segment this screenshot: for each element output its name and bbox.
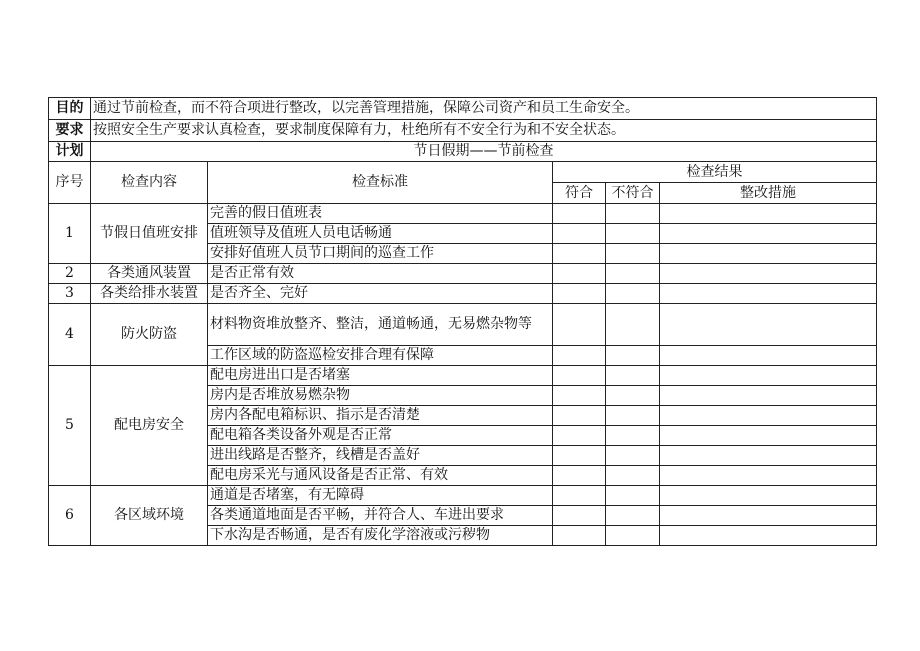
result-nonconform-cell[interactable] [606,204,660,224]
item-standard: 材料物资堆放整齐、整洁，通道畅通，无易燃杂物等 [208,304,553,346]
result-conform-cell[interactable] [553,426,606,446]
item-standard: 配电房进出口是否堵塞 [208,366,553,386]
result-rectify-cell[interactable] [660,526,877,546]
result-nonconform-cell[interactable] [606,466,660,486]
result-conform-cell[interactable] [553,204,606,224]
result-nonconform-cell[interactable] [606,284,660,304]
result-rectify-cell[interactable] [660,264,877,284]
result-conform-cell[interactable] [553,346,606,366]
header-content: 检查内容 [91,162,208,204]
result-nonconform-cell[interactable] [606,486,660,506]
result-rectify-cell[interactable] [660,386,877,406]
item-content: 防火防盗 [91,304,208,366]
result-rectify-cell[interactable] [660,244,877,264]
result-nonconform-cell[interactable] [606,264,660,284]
result-conform-cell[interactable] [553,486,606,506]
item-content: 节假日值班安排 [91,204,208,264]
result-rectify-cell[interactable] [660,466,877,486]
item-standard: 各类通道地面是否平畅，并符合人、车进出要求 [208,506,553,526]
item-seq: 2 [49,264,91,284]
result-rectify-cell[interactable] [660,426,877,446]
result-conform-cell[interactable] [553,264,606,284]
result-rectify-cell[interactable] [660,406,877,426]
plan-text: 节日假期——节前检查 [91,142,877,162]
result-rectify-cell[interactable] [660,224,877,244]
item-standard: 是否齐全、完好 [208,284,553,304]
item-standard: 房内是否堆放易燃杂物 [208,386,553,406]
table-row [49,284,877,304]
plan-label: 计划 [49,142,91,162]
result-nonconform-cell[interactable] [606,224,660,244]
item-content: 各类通风装置 [91,264,208,284]
item-standard: 配电箱各类设备外观是否正常 [208,426,553,446]
result-rectify-cell[interactable] [660,366,877,386]
requirement-text: 按照安全生产要求认真检查，要求制度保障有力，杜绝所有不安全行为和不安全状态。 [91,120,877,142]
table-row [49,264,877,284]
result-nonconform-cell[interactable] [606,406,660,426]
header-conform: 符合 [553,183,606,204]
item-standard: 房内各配电箱标识、指示是否清楚 [208,406,553,426]
item-standard: 完善的假日值班表 [208,204,553,224]
result-conform-cell[interactable] [553,386,606,406]
item-seq: 6 [49,486,91,546]
inspection-sheet [48,97,876,546]
item-standard: 通道是否堵塞，有无障碍 [208,486,553,506]
result-rectify-cell[interactable] [660,304,877,346]
item-standard: 配电房采光与通风设备是否正常、有效 [208,466,553,486]
result-conform-cell[interactable] [553,506,606,526]
item-standard: 进出线路是否整齐，线槽是否盖好 [208,446,553,466]
result-conform-cell[interactable] [553,366,606,386]
result-nonconform-cell[interactable] [606,346,660,366]
item-standard: 工作区域的防盗巡检安排合理有保障 [208,346,553,366]
result-conform-cell[interactable] [553,526,606,546]
result-conform-cell[interactable] [553,244,606,264]
item-content: 配电房安全 [91,366,208,486]
table-row [49,486,877,506]
table-row [49,304,877,346]
result-nonconform-cell[interactable] [606,386,660,406]
table-row [49,366,877,386]
result-conform-cell[interactable] [553,224,606,244]
item-standard: 值班领导及值班人员电话畅通 [208,224,553,244]
header-seq: 序号 [49,162,91,204]
item-standard: 安排好值班人员节口期间的巡查工作 [208,244,553,264]
result-rectify-cell[interactable] [660,346,877,366]
result-rectify-cell[interactable] [660,284,877,304]
item-content: 各区域环境 [91,486,208,546]
result-nonconform-cell[interactable] [606,526,660,546]
header-result: 检查结果 [553,162,877,183]
result-nonconform-cell[interactable] [606,426,660,446]
item-seq: 4 [49,304,91,366]
result-nonconform-cell[interactable] [606,366,660,386]
purpose-label: 目的 [49,98,91,120]
result-conform-cell[interactable] [553,284,606,304]
item-seq: 5 [49,366,91,486]
result-nonconform-cell[interactable] [606,506,660,526]
inspection-table [48,97,877,546]
result-rectify-cell[interactable] [660,486,877,506]
table-row [49,204,877,224]
result-conform-cell[interactable] [553,466,606,486]
result-rectify-cell[interactable] [660,446,877,466]
header-standard: 检查标准 [208,162,553,204]
item-standard: 是否正常有效 [208,264,553,284]
header-rectify: 整改措施 [660,183,877,204]
result-rectify-cell[interactable] [660,506,877,526]
result-rectify-cell[interactable] [660,204,877,224]
result-conform-cell[interactable] [553,446,606,466]
requirement-label: 要求 [49,120,91,142]
items-body [49,204,877,546]
item-seq: 1 [49,204,91,264]
result-nonconform-cell[interactable] [606,304,660,346]
result-conform-cell[interactable] [553,406,606,426]
item-seq: 3 [49,284,91,304]
result-conform-cell[interactable] [553,304,606,346]
item-standard: 下水沟是否畅通，是否有废化学溶液或污秽物 [208,526,553,546]
purpose-text: 通过节前检查，而不符合项进行整改，以完善管理措施，保障公司资产和员工生命安全。 [91,98,877,120]
result-nonconform-cell[interactable] [606,244,660,264]
item-content: 各类给排水装置 [91,284,208,304]
header-nonconform: 不符合 [606,183,660,204]
result-nonconform-cell[interactable] [606,446,660,466]
